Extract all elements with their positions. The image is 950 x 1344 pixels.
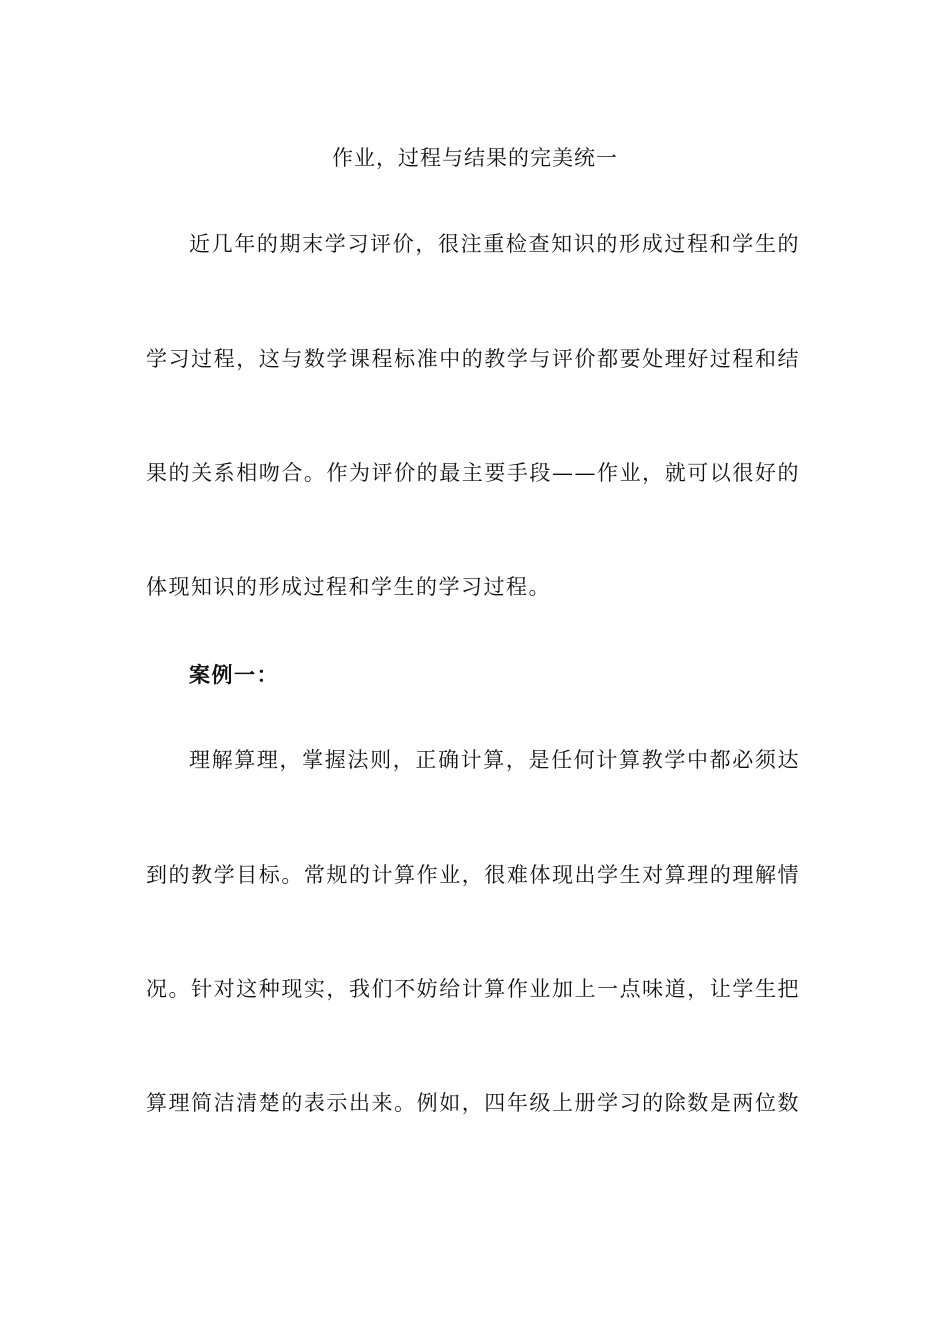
paragraph-1-line-3: 果的关系相吻合。作为评价的最主要手段——作业，就可以很好的 bbox=[146, 461, 800, 485]
paragraph-1-line-2: 学习过程，这与数学课程标准中的教学与评价都要处理好过程和结 bbox=[146, 347, 800, 371]
paragraph-2-line-4: 算理简洁清楚的表示出来。例如，四年级上册学习的除数是两位数 bbox=[146, 1091, 800, 1115]
case-heading: 案例一： bbox=[189, 662, 279, 687]
paragraph-2-line-3: 况。针对这种现实，我们不妨给计算作业加上一点味道，让学生把 bbox=[146, 977, 800, 1001]
paragraph-2-line-2: 到的教学目标。常规的计算作业，很难体现出学生对算理的理解情 bbox=[146, 863, 800, 887]
paragraph-1-line-4: 体现知识的形成过程和学生的学习过程。 bbox=[146, 575, 551, 599]
paragraph-2-line-1: 理解算理，掌握法则，正确计算，是任何计算教学中都必须达 bbox=[189, 748, 800, 772]
document-title: 作业，过程与结果的完美统一 bbox=[332, 146, 618, 170]
paragraph-1-line-1: 近几年的期末学习评价，很注重检查知识的形成过程和学生的 bbox=[189, 232, 800, 256]
